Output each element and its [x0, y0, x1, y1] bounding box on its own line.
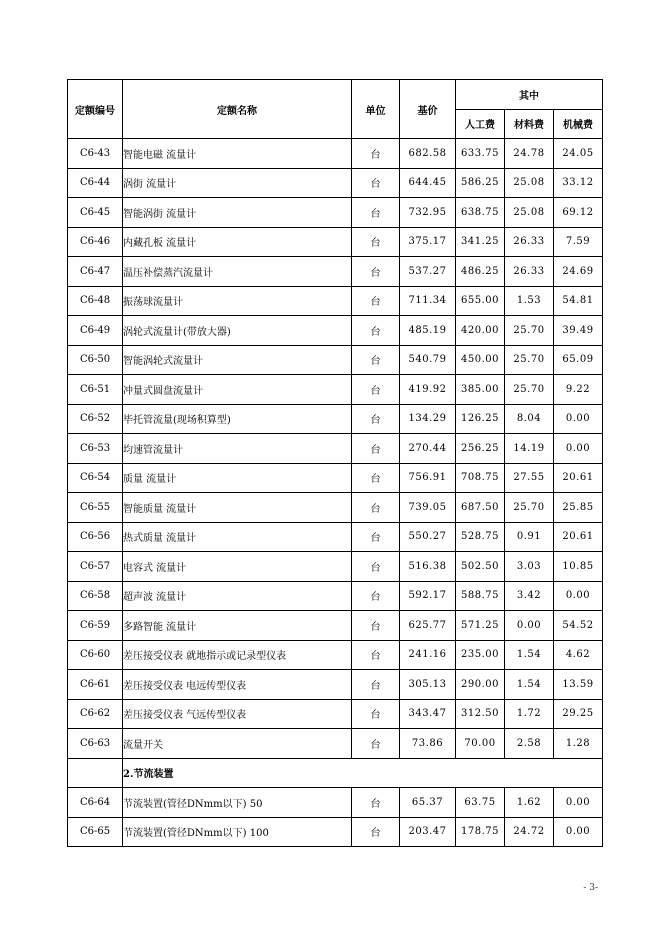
table-row — [68, 316, 603, 346]
cell-unit: 台 — [352, 257, 400, 287]
cell-code: C6-59 — [68, 611, 123, 641]
cell-unit: 台 — [352, 375, 400, 405]
cell-code: C6-44 — [68, 168, 123, 198]
table-row — [68, 699, 603, 729]
cell-base-price: 711.34 — [400, 286, 456, 316]
cell-labor: 708.75 — [456, 463, 505, 493]
cell-material: 25.70 — [505, 316, 554, 346]
cell-machine: 0.00 — [554, 788, 603, 818]
cell-labor: 70.00 — [456, 729, 505, 759]
cell-material: 26.33 — [505, 227, 554, 257]
cell-base-price: 343.47 — [400, 699, 456, 729]
table-row — [68, 463, 603, 493]
cell-unit: 台 — [352, 522, 400, 552]
cell-base-price: 134.29 — [400, 404, 456, 434]
cell-base-price: 592.17 — [400, 581, 456, 611]
table-body-b — [68, 788, 603, 847]
cell-base-price: 516.38 — [400, 552, 456, 582]
cell-name: 差压接受仪表 就地指示或记录型仪表 — [123, 640, 352, 670]
cell-machine: 29.25 — [554, 699, 603, 729]
cell-labor: 126.25 — [456, 404, 505, 434]
cell-labor: 450.00 — [456, 345, 505, 375]
cell-name: 节流装置(管径DNmm以下) 50 — [123, 788, 352, 818]
cell-code: C6-48 — [68, 286, 123, 316]
cell-machine: 25.85 — [554, 493, 603, 523]
cell-unit: 台 — [352, 817, 400, 847]
cell-machine: 4.62 — [554, 640, 603, 670]
cell-material: 14.19 — [505, 434, 554, 464]
cell-material: 24.72 — [505, 817, 554, 847]
cell-name: 差压接受仪表 电远传型仪表 — [123, 670, 352, 700]
cell-code: C6-47 — [68, 257, 123, 287]
cell-machine: 13.59 — [554, 670, 603, 700]
header-code: 定额编号 — [68, 80, 123, 139]
header-machine: 机械费 — [554, 109, 603, 139]
section-row — [68, 758, 603, 788]
cell-material: 0.91 — [505, 522, 554, 552]
table-row — [68, 788, 603, 818]
cell-code: C6-65 — [68, 817, 123, 847]
header-base-price: 基价 — [400, 80, 456, 139]
cell-unit: 台 — [352, 611, 400, 641]
cell-base-price: 241.16 — [400, 640, 456, 670]
cell-unit: 台 — [352, 581, 400, 611]
cell-material: 25.70 — [505, 493, 554, 523]
cell-machine: 0.00 — [554, 404, 603, 434]
cell-machine: 24.05 — [554, 139, 603, 169]
cell-name: 振荡球流量计 — [123, 286, 352, 316]
cell-labor: 385.00 — [456, 375, 505, 405]
cell-name: 差压接受仪表 气远传型仪表 — [123, 699, 352, 729]
cell-labor: 528.75 — [456, 522, 505, 552]
cell-material: 1.54 — [505, 640, 554, 670]
quota-table — [67, 79, 603, 847]
cell-name: 质量 流量计 — [123, 463, 352, 493]
cell-labor: 571.25 — [456, 611, 505, 641]
cell-code: C6-51 — [68, 375, 123, 405]
header-unit: 单位 — [352, 80, 400, 139]
cell-material: 26.33 — [505, 257, 554, 287]
cell-name: 超声波 流量计 — [123, 581, 352, 611]
cell-material: 25.70 — [505, 375, 554, 405]
cell-labor: 586.25 — [456, 168, 505, 198]
cell-base-price: 305.13 — [400, 670, 456, 700]
cell-machine: 0.00 — [554, 817, 603, 847]
cell-unit: 台 — [352, 404, 400, 434]
cell-machine: 9.22 — [554, 375, 603, 405]
table-row — [68, 434, 603, 464]
table-row — [68, 640, 603, 670]
cell-base-price: 419.92 — [400, 375, 456, 405]
cell-name: 节流装置(管径DNmm以下) 100 — [123, 817, 352, 847]
table-row — [68, 345, 603, 375]
cell-machine: 69.12 — [554, 198, 603, 228]
cell-labor: 655.00 — [456, 286, 505, 316]
cell-base-price: 270.44 — [400, 434, 456, 464]
cell-unit: 台 — [352, 729, 400, 759]
cell-machine: 1.28 — [554, 729, 603, 759]
table-row — [68, 493, 603, 523]
cell-code: C6-53 — [68, 434, 123, 464]
cell-machine: 7.59 — [554, 227, 603, 257]
cell-labor: 341.25 — [456, 227, 505, 257]
cell-labor: 312.50 — [456, 699, 505, 729]
cell-name: 均速管流量计 — [123, 434, 352, 464]
cell-code: C6-45 — [68, 198, 123, 228]
cell-material: 25.70 — [505, 345, 554, 375]
cell-base-price: 550.27 — [400, 522, 456, 552]
cell-labor: 687.50 — [456, 493, 505, 523]
cell-code: C6-56 — [68, 522, 123, 552]
cell-material: 24.78 — [505, 139, 554, 169]
cell-base-price: 540.79 — [400, 345, 456, 375]
section-title: 2.节流装置 — [123, 758, 603, 788]
cell-unit: 台 — [352, 316, 400, 346]
cell-base-price: 65.37 — [400, 788, 456, 818]
cell-machine: 33.12 — [554, 168, 603, 198]
table-row — [68, 139, 603, 169]
table-row — [68, 286, 603, 316]
cell-machine: 54.52 — [554, 611, 603, 641]
table-row — [68, 552, 603, 582]
cell-unit: 台 — [352, 463, 400, 493]
cell-unit: 台 — [352, 434, 400, 464]
section-code-cell — [68, 758, 123, 788]
cell-material: 27.55 — [505, 463, 554, 493]
cell-labor: 256.25 — [456, 434, 505, 464]
cell-code: C6-43 — [68, 139, 123, 169]
table-row — [68, 375, 603, 405]
table-row — [68, 729, 603, 759]
cell-name: 涡街 流量计 — [123, 168, 352, 198]
cell-base-price: 375.17 — [400, 227, 456, 257]
cell-code: C6-50 — [68, 345, 123, 375]
cell-unit: 台 — [352, 788, 400, 818]
table-row — [68, 227, 603, 257]
table-row — [68, 611, 603, 641]
cell-unit: 台 — [352, 493, 400, 523]
header-of-which: 其中 — [456, 80, 603, 110]
cell-labor: 178.75 — [456, 817, 505, 847]
cell-unit: 台 — [352, 227, 400, 257]
cell-unit: 台 — [352, 699, 400, 729]
cell-name: 智能电磁 流量计 — [123, 139, 352, 169]
cell-code: C6-60 — [68, 640, 123, 670]
cell-unit: 台 — [352, 168, 400, 198]
table-row — [68, 581, 603, 611]
cell-material: 1.53 — [505, 286, 554, 316]
cell-base-price: 625.77 — [400, 611, 456, 641]
cell-code: C6-46 — [68, 227, 123, 257]
cell-labor: 633.75 — [456, 139, 505, 169]
header-name: 定额名称 — [123, 80, 352, 139]
cell-name: 毕托管流量(现场积算型) — [123, 404, 352, 434]
cell-material: 2.58 — [505, 729, 554, 759]
table-row — [68, 257, 603, 287]
cell-labor: 588.75 — [456, 581, 505, 611]
cell-name: 温压补偿蒸汽流量计 — [123, 257, 352, 287]
cell-machine: 10.85 — [554, 552, 603, 582]
cell-labor: 420.00 — [456, 316, 505, 346]
table-row — [68, 817, 603, 847]
header-material: 材料费 — [505, 109, 554, 139]
cell-machine: 39.49 — [554, 316, 603, 346]
cell-unit: 台 — [352, 552, 400, 582]
cell-unit: 台 — [352, 345, 400, 375]
table-row — [68, 522, 603, 552]
cell-machine: 0.00 — [554, 434, 603, 464]
cell-material: 1.54 — [505, 670, 554, 700]
cell-name: 内藏孔板 流量计 — [123, 227, 352, 257]
cell-material: 3.42 — [505, 581, 554, 611]
table-row — [68, 198, 603, 228]
cell-material: 1.62 — [505, 788, 554, 818]
cell-name: 智能质量 流量计 — [123, 493, 352, 523]
cell-name: 冲量式圆盘流量计 — [123, 375, 352, 405]
cell-labor: 502.50 — [456, 552, 505, 582]
table-body-a — [68, 139, 603, 759]
cell-base-price: 739.05 — [400, 493, 456, 523]
cell-base-price: 537.27 — [400, 257, 456, 287]
cell-unit: 台 — [352, 640, 400, 670]
cell-machine: 65.09 — [554, 345, 603, 375]
cell-base-price: 732.95 — [400, 198, 456, 228]
cell-base-price: 644.45 — [400, 168, 456, 198]
cell-material: 25.08 — [505, 168, 554, 198]
cell-name: 流量开关 — [123, 729, 352, 759]
cell-name: 智能涡轮式流量计 — [123, 345, 352, 375]
cell-code: C6-61 — [68, 670, 123, 700]
cell-machine: 0.00 — [554, 581, 603, 611]
cell-machine: 20.61 — [554, 463, 603, 493]
header-labor: 人工费 — [456, 109, 505, 139]
cell-code: C6-49 — [68, 316, 123, 346]
cell-name: 涡轮式流量计(带放大器) — [123, 316, 352, 346]
cell-machine: 24.69 — [554, 257, 603, 287]
cell-code: C6-54 — [68, 463, 123, 493]
cell-code: C6-64 — [68, 788, 123, 818]
cell-code: C6-62 — [68, 699, 123, 729]
cell-name: 多路智能 流量计 — [123, 611, 352, 641]
cell-code: C6-58 — [68, 581, 123, 611]
cell-base-price: 203.47 — [400, 817, 456, 847]
cell-material: 8.04 — [505, 404, 554, 434]
cell-labor: 63.75 — [456, 788, 505, 818]
cell-material: 0.00 — [505, 611, 554, 641]
cell-code: C6-52 — [68, 404, 123, 434]
cell-unit: 台 — [352, 198, 400, 228]
cell-material: 25.08 — [505, 198, 554, 228]
cell-name: 热式质量 流量计 — [123, 522, 352, 552]
cell-base-price: 485.19 — [400, 316, 456, 346]
cell-code: C6-63 — [68, 729, 123, 759]
cell-material: 1.72 — [505, 699, 554, 729]
cell-base-price: 682.58 — [400, 139, 456, 169]
cell-material: 3.03 — [505, 552, 554, 582]
table-row — [68, 670, 603, 700]
cell-labor: 486.25 — [456, 257, 505, 287]
cell-unit: 台 — [352, 670, 400, 700]
cell-labor: 235.00 — [456, 640, 505, 670]
cell-name: 电容式 流量计 — [123, 552, 352, 582]
cell-labor: 290.00 — [456, 670, 505, 700]
cell-machine: 54.81 — [554, 286, 603, 316]
cell-name: 智能涡街 流量计 — [123, 198, 352, 228]
cell-base-price: 756.91 — [400, 463, 456, 493]
table-row — [68, 404, 603, 434]
table-row — [68, 168, 603, 198]
page-number: - 3- — [583, 883, 598, 893]
cell-base-price: 73.86 — [400, 729, 456, 759]
cell-unit: 台 — [352, 139, 400, 169]
cell-code: C6-57 — [68, 552, 123, 582]
cell-machine: 20.61 — [554, 522, 603, 552]
cell-code: C6-55 — [68, 493, 123, 523]
cell-labor: 638.75 — [456, 198, 505, 228]
cell-unit: 台 — [352, 286, 400, 316]
